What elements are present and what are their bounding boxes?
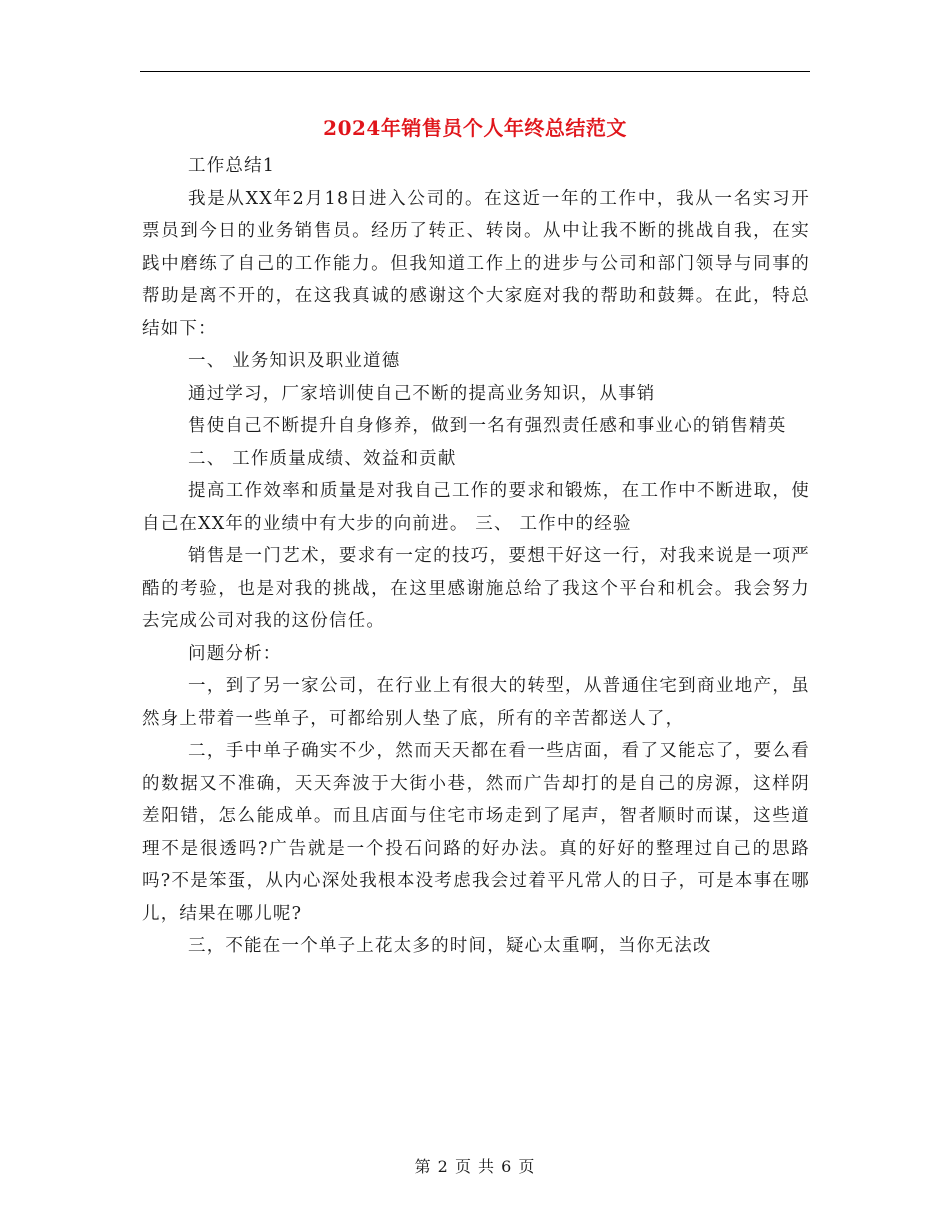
paragraph-problem-two: 二，手中单子确实不少，然而天天都在看一些店面，看了又能忘了，要么看的数据又不准确，天天奔波于大街小巷，然而广告却打的是自己的房源，这样阴差阳错，怎么能成单。而且店面与住宅市场走到了尾声，智者顺时而谋，这些道理不是很透吗?广告就是一个投石问路的好办法。真的好好的整理过自己的思路吗?不是笨蛋，从内心深处我根本没考虑我会过着平凡常人的日子，可是本事在哪儿，结果在哪儿呢?: [142, 741, 810, 924]
paragraph-heading-one: 一、 业务知识及职业道德: [188, 351, 401, 371]
document-body: [142, 150, 810, 963]
header-rule: [140, 71, 810, 72]
paragraph-problem-heading: 问题分析：: [188, 643, 282, 664]
paragraph-problem-one: 一，到了另一家公司，在行业上有很大的转型，从普通住宅到商业地产，虽然身上带着一些单子，可都给别人垫了底，所有的辛苦都送人了，: [142, 676, 810, 729]
paragraph-heading-two: 二、 工作质量成绩、效益和贡献: [188, 448, 457, 469]
paragraph-problem-three: 三，不能在一个单子上花太多的时间，疑心太重啊，当你无法改: [188, 936, 712, 956]
document-title: 2024年销售员个人年终总结范文: [323, 116, 627, 140]
paragraph-sales-elite: 售使自己不断提升自身修养，做到一名有强烈责任感和事业心的销售精英: [188, 416, 787, 436]
page-number-footer: 第 2 页 共 6 页: [414, 1157, 536, 1176]
paragraph-sales-art: 销售是一门艺术，要求有一定的技巧，要想干好这一行，对我来说是一项严酷的考验，也是对我的挑战，在这里感谢施总给了我这个平台和机会。我会努力去完成公司对我的这份信任。: [142, 546, 810, 631]
paragraph-efficiency: 提高工作效率和质量是对我自己工作的要求和锻炼，在工作中不断进取，使自己在XX年的业绩中有大步的向前进。 三、 工作中的经验: [142, 481, 810, 534]
paragraph-intro: 我是从XX年2月18日进入公司的。在这近一年的工作中，我从一名实习开票员到今日的业务销售员。经历了转正、转岗。从中让我不断的挑战自我，在实践中磨练了自己的工作能力。但我知道工作上的进步与公司和部门领导与同事的帮助是离不开的，在这我真诚的感谢这个大家庭对我的帮助和鼓舞。在此，特总结如下：: [142, 188, 810, 339]
paragraph-study: 通过学习，厂家培训使自己不断的提高业务知识，从事销: [188, 383, 656, 404]
paragraph-section-heading: 工作总结1: [188, 156, 276, 176]
